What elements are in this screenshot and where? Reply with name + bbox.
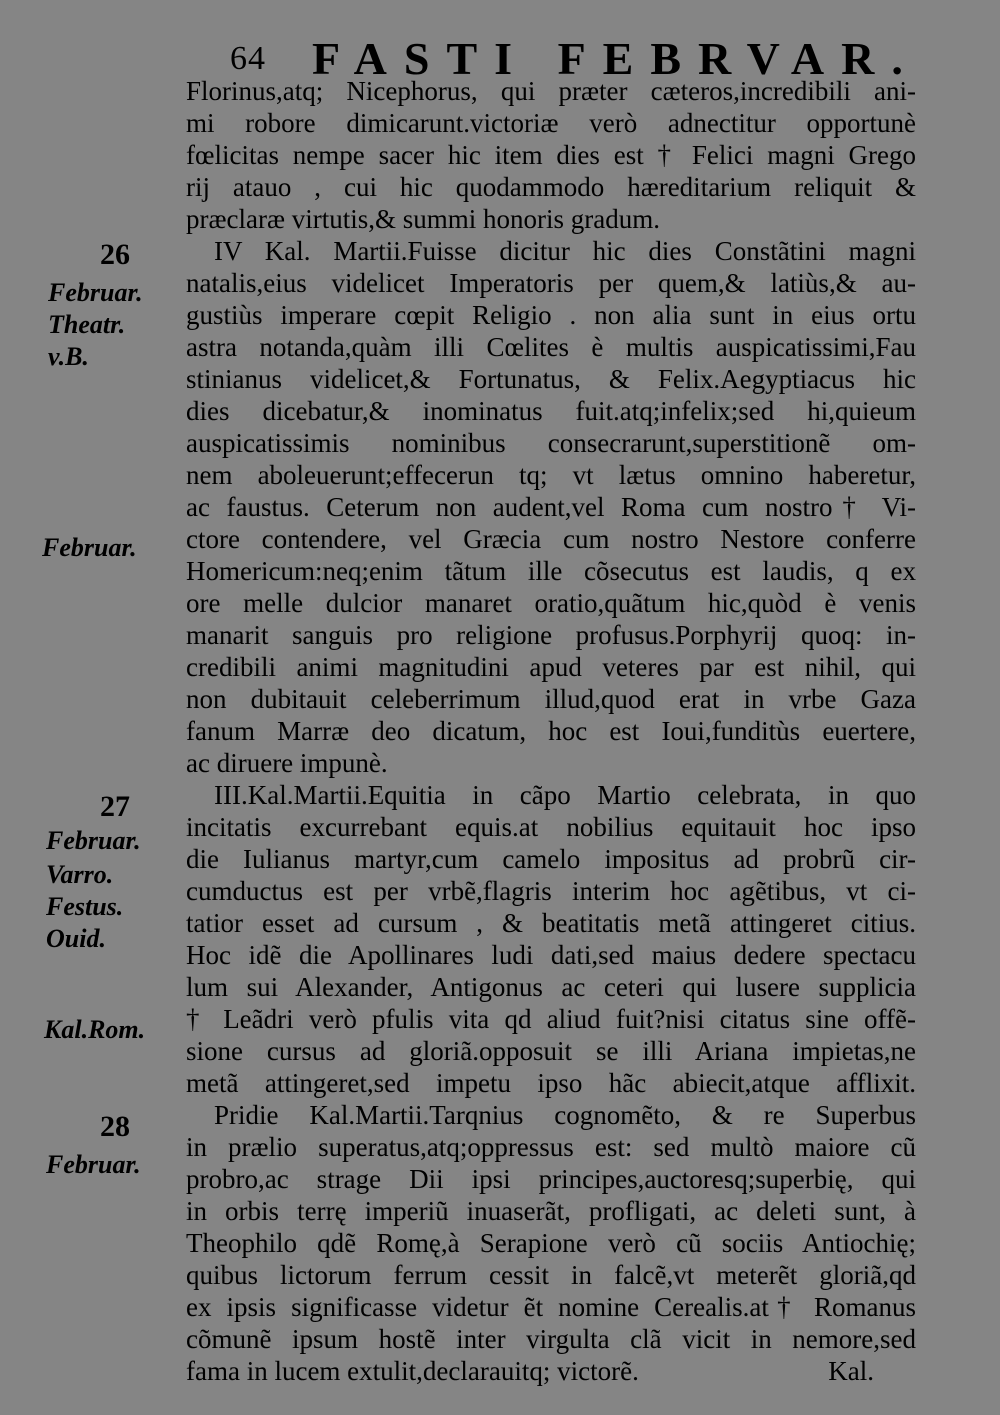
text-line: nem aboleuerunt;effecerun tq; vt lætus omnino haberetur, <box>186 460 916 490</box>
text-line: lum sui Alexander, Antigonus ac ceteri qui lusere supplicia <box>186 972 916 1002</box>
margin-note: Februar. <box>42 533 137 562</box>
text-line: cõmunẽ ipsum hostẽ inter virgulta clã vicit in nemore,sed <box>186 1324 916 1354</box>
text-line: in prælio superatus,atq;oppressus est: sed multò maiore cũ <box>186 1132 916 1162</box>
margin-note: Februar. <box>48 278 143 307</box>
margin-day-number: 27 <box>100 790 130 823</box>
margin-note: v.B. <box>48 342 89 371</box>
margin-note: Ouid. <box>46 924 106 953</box>
running-title: FASTI FEBRVAR. <box>312 33 920 84</box>
margin-note: Festus. <box>46 892 124 921</box>
text-line: manarit sanguis pro religione profusus.Porphyrij quoq: in- <box>186 620 916 650</box>
body-text <box>186 75 916 1387</box>
text-line: gustiùs imperare cœpit Religio . non alia sunt in eius ortu <box>186 300 916 330</box>
text-line: ex ipsis significasse videtur ẽt nomine Cerealis.at† Romanus <box>186 1292 916 1322</box>
margin-note: Theatr. <box>48 310 126 339</box>
text-line: auspicatissimis nominibus consecrarunt,superstitionẽ om- <box>186 428 916 458</box>
margin-note: Varro. <box>46 860 114 889</box>
text-line: cumductus est per vrbẽ,flagris interim hoc agẽtibus, vt ci- <box>186 876 916 906</box>
text-line: sione cursus ad gloriã.opposuit se illi Ariana impietas,ne <box>186 1036 916 1066</box>
text-line: præclaræ virtutis,& summi honoris gradum. <box>186 204 660 234</box>
text-line: ac diruere impunè. <box>186 748 388 778</box>
text-line: Theophilo qdẽ Romę,à Serapione verò cũ sociis Antiochię; <box>186 1228 916 1258</box>
text-line: astra notanda,quàm illi Cœlites è multis auspicatissimi,Fau <box>186 332 916 362</box>
text-line: IV Kal. Martii.Fuisse dicitur hic dies Constãtini magni <box>214 236 916 266</box>
text-line: ctore contendere, vel Græcia cum nostro Nestore conferre <box>186 524 916 554</box>
text-line: dies dicebatur,& inominatus fuit.atq;infelix;sed hi,quieum <box>186 396 916 426</box>
text-line: † Leãdri verò pfulis vita qd aliud fuit?nisi citatus sine offẽ- <box>186 1004 916 1034</box>
text-line: ac faustus. Ceterum non audent,vel Roma cum nostro† Vi- <box>186 492 916 522</box>
text-line: Florinus,atq; Nicephorus, qui præter cæteros,incredibili ani- <box>186 76 916 106</box>
text-line: tatior esset ad cursum , & beatitatis metã attingeret citius. <box>186 908 916 938</box>
text-line: fœlicitas nempe sacer hic item dies est † Felici magni Grego <box>186 140 916 170</box>
text-line: natalis,eius videlicet Imperatoris per quem,& latiùs,& au- <box>186 268 916 298</box>
margin-note: Kal.Rom. <box>44 1015 146 1044</box>
margin-day-number: 26 <box>100 238 130 271</box>
text-line: credibili animi magnitudini apud veteres par est nihil, qui <box>186 652 916 682</box>
page-number: 64 <box>230 40 266 77</box>
text-line: probro,ac strage Dii ipsi principes,auctoresq;superbię, qui <box>186 1164 916 1194</box>
last-text-line <box>186 1355 916 1387</box>
margin-note: Februar. <box>46 1150 141 1179</box>
text-line: non dubitauit celeberrimum illud,quod erat in vrbe Gaza <box>186 684 916 714</box>
text-line: quibus lictorum ferrum cessit in falcẽ,vt meterẽt gloriã,qd <box>186 1260 916 1290</box>
text-line: Pridie Kal.Martii.Tarqnius cognomẽto, & re Superbus <box>214 1100 916 1130</box>
text-line: mi robore dimicarunt.victoriæ verò adnectitur opportunè <box>186 108 916 138</box>
text-line: metã attingeret,sed impetu ipso hãc abiecit,atque afflixit. <box>186 1068 916 1098</box>
text-line: Homericum:neq;enim tãtum ille cõsecutus est laudis, q ex <box>186 556 916 586</box>
text-line: die Iulianus martyr,cum camelo impositus ad probrũ cir- <box>186 844 916 874</box>
text-line: rij atauo , cui hic quodammodo hæreditarium reliquit & <box>186 172 916 202</box>
text-line: stinianus videlicet,& Fortunatus, & Felix.Aegyptiacus hic <box>186 364 916 394</box>
text-line: incitatis excurrebant equis.at nobilius equitauit hoc ipso <box>186 812 916 842</box>
text-line: Hoc idẽ die Apollinares ludi dati,sed maius dedere spectacu <box>186 940 916 970</box>
text-line: fama in lucem extulit,declarauitq; victorẽ. <box>186 1356 639 1386</box>
text-line: III.Kal.Martii.Equitia in cãpo Martio celebrata, in quo <box>214 780 916 810</box>
margin-day-number: 28 <box>100 1110 130 1143</box>
catchword: Kal. <box>828 1356 874 1386</box>
margin-note: Februar. <box>46 826 141 855</box>
text-line: in orbis terrę imperiũ inuaserãt, profligati, ac deleti sunt, à <box>186 1196 916 1226</box>
text-line: fanum Marræ deo dicatum, hoc est Ioui,funditùs euertere, <box>186 716 916 746</box>
text-line: ore melle dulcior manaret oratio,quãtum hic,quòd è venis <box>186 588 916 618</box>
